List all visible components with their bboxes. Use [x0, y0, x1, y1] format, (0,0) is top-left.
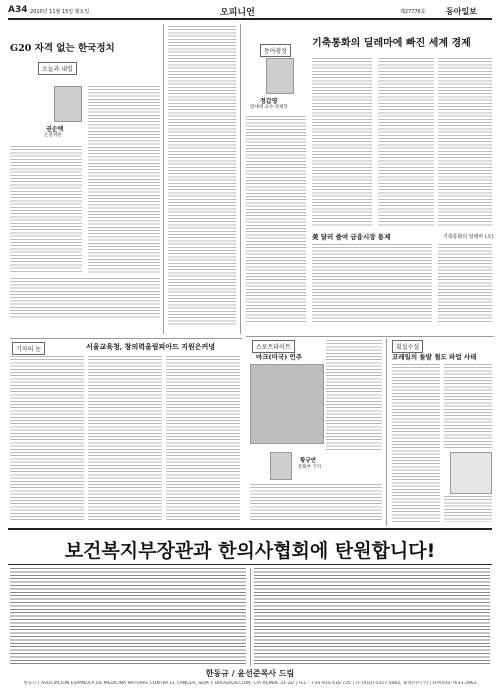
column3-author-role: 문화부 기자: [298, 465, 322, 470]
ad-top-rule: [8, 528, 492, 530]
column1-body-d: [168, 26, 236, 326]
column5-body-c: [166, 356, 240, 522]
column1-body-b: [88, 86, 160, 274]
column4-body-c: [444, 496, 492, 522]
column2-body-e: [312, 244, 432, 324]
column5-title: 서울교육청, 창의력올림피아드 지원은커녕: [86, 342, 216, 351]
column4-body-b: [444, 364, 492, 448]
rule-col5: [10, 338, 242, 339]
ad-footer: 한동규 | ASOCIACION ESPANOLA DE MEDICINA NATURAL CONTRA EL CANCER, SIDA Y DROGADICCION, C/A REINAL 21-2D | TEL : +34-915-416-725 | TF:(010)-5357-5483, 휴대폰(미국) | H.P(010-7633-2963: [23, 681, 477, 686]
rule-col1b: [240, 24, 241, 334]
column5-body-b: [88, 356, 162, 522]
column3-title: 마크(미국) 언주: [256, 353, 303, 361]
column1-author-role: 논설위원: [44, 133, 62, 138]
column2-author-photo: [266, 58, 294, 94]
column1-body-a: [10, 146, 82, 274]
paper-name: 동아일보: [446, 7, 477, 16]
column1-body-c: [10, 278, 160, 318]
column2-series: 동아광장: [260, 44, 291, 57]
column5-body-a: [10, 356, 84, 522]
column5-series: 기자의 눈: [12, 342, 45, 355]
rule-col1: [163, 24, 164, 334]
column3-body-b: [250, 484, 382, 522]
column4-title: 코레일의 돌발 철도 파업 사태: [392, 353, 477, 361]
column2-body-c: [378, 58, 434, 226]
column1-author-photo: [54, 86, 82, 122]
issue-date: 2010년 11월 15일 월요일: [30, 9, 90, 15]
ad-divider: [250, 568, 251, 666]
column1-title: G20 자격 없는 한국정치: [10, 43, 115, 54]
ad-headline: 보건복지부장관과 한의사협회에 탄원합니다!: [64, 540, 436, 562]
column3-author-name: 황규연: [300, 458, 316, 464]
column2-body-a: [246, 116, 306, 322]
column3-body-a: [326, 340, 382, 450]
column4-series: 횡설수설: [392, 340, 423, 353]
column3-author-photo: [270, 452, 292, 480]
ad-body-left: [10, 568, 246, 666]
column3-photo: [250, 364, 324, 444]
column4-tag: 기축통화의 딜레마 (오): [440, 232, 497, 241]
column3-series: 스포트라이트: [252, 340, 295, 353]
ad-body-right: [254, 568, 490, 666]
column2-body-f: [438, 244, 492, 324]
ad-signature: 한동규 / 윤선준목사 드림: [205, 669, 295, 678]
column1-series: 오늘과 내일: [38, 62, 77, 75]
rule-col4: [386, 338, 387, 526]
column2-author-role: 연세대 교수·경제학: [250, 105, 288, 110]
column4-body-a: [392, 364, 440, 522]
ad-title-rule: [8, 564, 492, 565]
column2-title: 기축통화의 딜레마에 빠진 세계 경제: [312, 38, 471, 49]
rule-middle: [246, 336, 494, 337]
section-title: 오피니언: [220, 8, 255, 18]
issue-number: 제27776호: [400, 9, 426, 15]
column4-cartoon: [450, 452, 492, 494]
column2-body-b: [312, 58, 372, 226]
column2-subhead: 美 달러 줄여 금융시장 통제: [312, 233, 391, 241]
column2-author-name: 정갑영: [260, 98, 278, 105]
column2-body-d: [438, 58, 492, 226]
column1-author-name: 권순택: [46, 126, 64, 133]
masthead-rule: [8, 18, 492, 20]
page-number: A34: [8, 5, 28, 15]
column1-box: [10, 24, 160, 334]
